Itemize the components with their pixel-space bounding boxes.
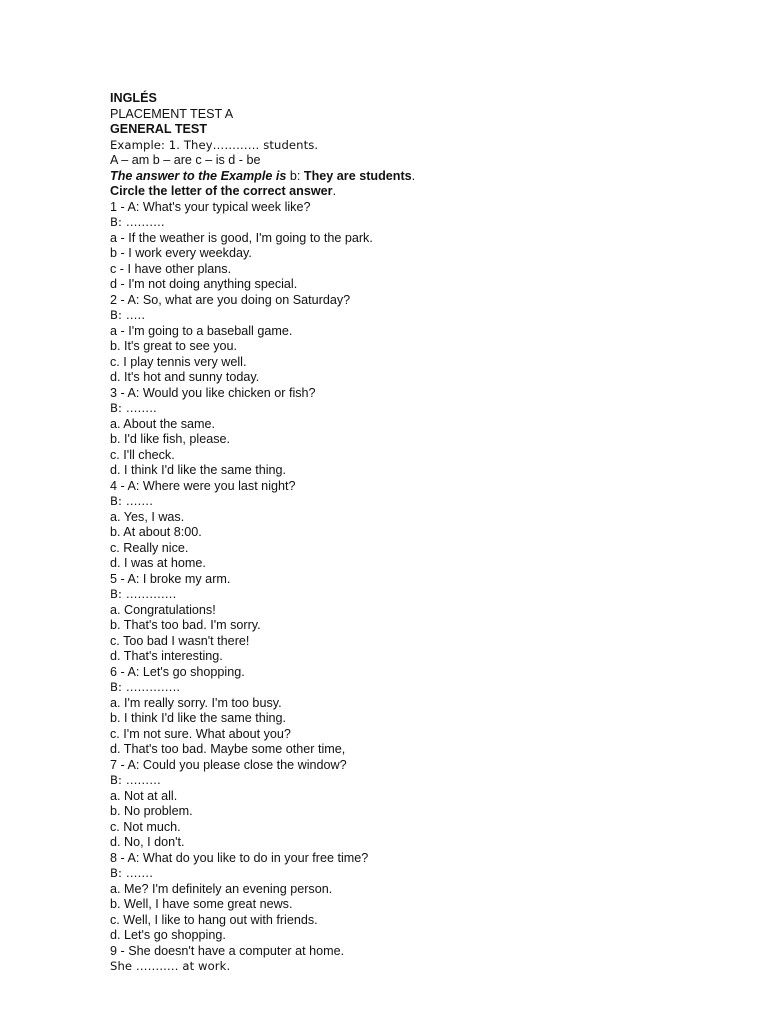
answer-blank: B: ……. xyxy=(110,866,154,880)
answer-option[interactable]: b. I think I'd like the same thing. xyxy=(110,711,287,725)
answer-option[interactable]: d. That's interesting. xyxy=(110,649,223,663)
answer-blank: She ……..… at work. xyxy=(110,959,231,973)
answer-option[interactable]: d - I'm not doing anything special. xyxy=(110,277,298,291)
question-prompt: 1 - A: What's your typical week like? xyxy=(110,199,311,214)
example-answer-letter: b: xyxy=(286,168,304,183)
answer-option[interactable]: a. Me? I'm definitely an evening person. xyxy=(110,881,333,896)
answer-option[interactable]: c. I play tennis very well. xyxy=(110,354,247,369)
example-choices: A – am b – are c – is d - be xyxy=(110,153,261,167)
answer-option[interactable]: b. Well, I have some great news. xyxy=(110,897,293,911)
answer-option[interactable]: b. It's great to see you. xyxy=(110,339,238,353)
question-prompt: 5 - A: I broke my arm. xyxy=(110,571,231,586)
test-name: PLACEMENT TEST A xyxy=(110,106,234,121)
answer-blank: B: …………. xyxy=(110,587,177,601)
answer-blank: B: …….. xyxy=(110,401,157,415)
section-title: GENERAL TEST xyxy=(110,122,208,136)
answer-option[interactable]: b. That's too bad. I'm sorry. xyxy=(110,618,261,632)
answer-option[interactable]: a. Congratulations! xyxy=(110,602,216,617)
question-prompt: 7 - A: Could you please close the window? xyxy=(110,757,347,772)
question-prompt: 4 - A: Where were you last night? xyxy=(110,478,296,493)
answer-option[interactable]: c. Well, I like to hang out with friends. xyxy=(110,912,318,927)
answer-option[interactable]: a. Yes, I was. xyxy=(110,509,185,524)
example-answer-text: They are students xyxy=(303,168,412,183)
document-title: INGLÉS xyxy=(110,91,157,105)
answer-option[interactable]: d. I think I'd like the same thing. xyxy=(110,463,287,477)
answer-option[interactable]: d. That's too bad. Maybe some other time, xyxy=(110,742,346,756)
answer-blank: B: ……… xyxy=(110,773,161,787)
answer-option[interactable]: d. No, I don't. xyxy=(110,835,185,849)
document-page xyxy=(110,91,730,975)
answer-option[interactable]: a - If the weather is good, I'm going to the park. xyxy=(110,230,373,245)
answer-option[interactable]: c. I'll check. xyxy=(110,447,175,462)
answer-option[interactable]: b. At about 8:00. xyxy=(110,525,202,539)
question-prompt: 2 - A: So, what are you doing on Saturday? xyxy=(110,292,351,307)
question-prompt: 6 - A: Let's go shopping. xyxy=(110,664,245,679)
answer-option[interactable]: a. I'm really sorry. I'm too busy. xyxy=(110,695,282,710)
question-prompt: 8 - A: What do you like to do in your free time? xyxy=(110,850,369,865)
answer-option[interactable]: c. Not much. xyxy=(110,819,181,834)
answer-option[interactable]: a. Not at all. xyxy=(110,788,178,803)
answer-option[interactable]: a - I'm going to a baseball game. xyxy=(110,323,293,338)
answer-option[interactable]: a. About the same. xyxy=(110,416,216,431)
answer-option[interactable]: b. I'd like fish, please. xyxy=(110,432,231,446)
answer-option[interactable]: c. I'm not sure. What about you? xyxy=(110,726,291,741)
answer-blank: B: ………….. xyxy=(110,680,181,694)
answer-option[interactable]: b. No problem. xyxy=(110,804,193,818)
instruction-end: . xyxy=(332,184,337,198)
instruction-text: Circle the letter of the correct answer xyxy=(110,184,333,198)
question-prompt: 3 - A: Would you like chicken or fish? xyxy=(110,385,316,400)
answer-option[interactable]: c - I have other plans. xyxy=(110,261,232,276)
example-answer-end: . xyxy=(411,168,416,183)
question-list xyxy=(110,200,730,975)
answer-blank: B: ………. xyxy=(110,215,165,229)
example-answer-intro: The answer to the Example is xyxy=(110,168,287,183)
answer-option[interactable]: c. Too bad I wasn't there! xyxy=(110,633,250,648)
question-prompt: 9 - She doesn't have a computer at home. xyxy=(110,943,345,958)
example-answer xyxy=(110,169,730,185)
answer-option[interactable]: d. Let's go shopping. xyxy=(110,928,226,942)
answer-blank: B: ….. xyxy=(110,308,146,322)
answer-option[interactable]: c. Really nice. xyxy=(110,540,189,555)
answer-option[interactable]: d. It's hot and sunny today. xyxy=(110,370,260,384)
answer-blank: B: ……. xyxy=(110,494,154,508)
example-sentence: Example: 1. They………… students. xyxy=(110,137,319,152)
answer-option[interactable]: b - I work every weekday. xyxy=(110,246,252,260)
answer-option[interactable]: d. I was at home. xyxy=(110,556,206,570)
instruction xyxy=(110,184,730,200)
